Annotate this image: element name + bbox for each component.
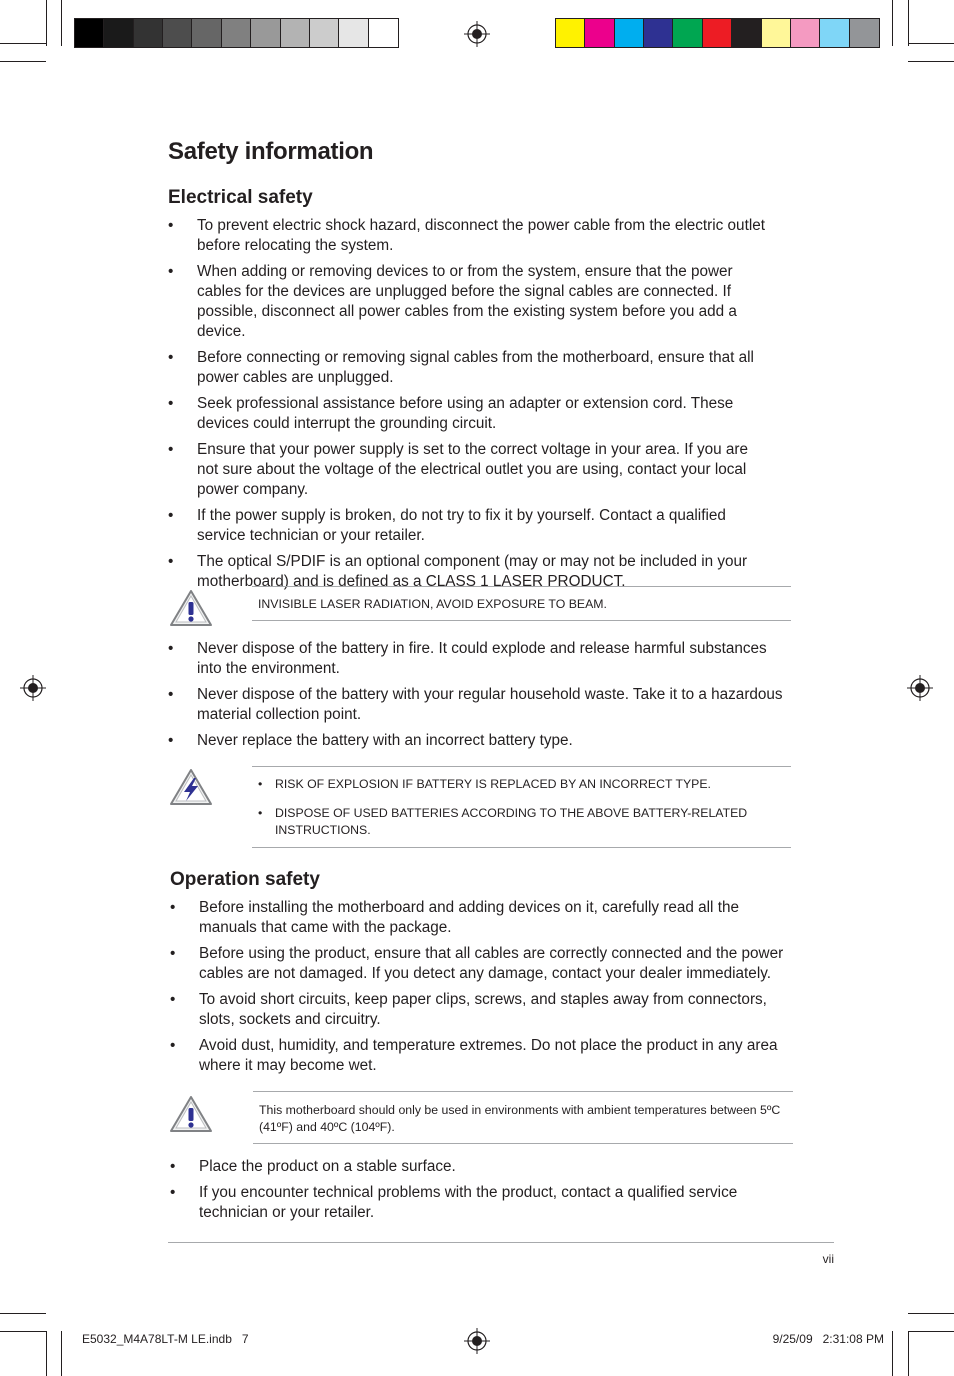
bullet: •: [168, 732, 174, 749]
list-item: • Place the product on a stable surface.: [170, 1158, 456, 1175]
bullet: •: [168, 640, 174, 657]
color-swatch: [251, 19, 280, 47]
color-swatch: [644, 19, 673, 47]
final-safety-list: [170, 1157, 795, 1229]
crop-mark: [892, 0, 893, 46]
list-item: • If you encounter technical problems with the product, contact a qualified service technician or your retailer.: [170, 1184, 738, 1221]
file-slug: E5032_M4A78LT-M LE.indb 7: [82, 1332, 249, 1346]
bullet: •: [168, 395, 174, 412]
crop-mark: [908, 43, 954, 44]
bullet: •: [170, 1184, 176, 1201]
list-item: • Never dispose of the battery in fire. It could explode and release harmful substances into the environment.: [168, 640, 767, 677]
grayscale-calibration-bar: [74, 18, 399, 48]
color-swatch: [104, 19, 133, 47]
color-swatch: [310, 19, 339, 47]
registration-mark-icon: [464, 21, 490, 47]
crop-mark: [0, 1331, 46, 1332]
crop-mark: [0, 61, 46, 62]
registration-mark-icon: [464, 1328, 490, 1354]
electrical-safety-heading: Electrical safety: [168, 187, 313, 208]
list-item: • To avoid short circuits, keep paper clips, screws, and staples away from connectors, slots, sockets and circuitry.: [170, 991, 767, 1028]
crop-mark: [46, 1331, 47, 1376]
footer-rule: [168, 1242, 834, 1243]
crop-mark: [892, 1331, 893, 1376]
laser-caution-text: INVISIBLE LASER RADIATION, AVOID EXPOSURE TO BEAM.: [258, 597, 607, 611]
electrical-safety-list: [168, 216, 768, 598]
battery-warning-line: • DISPOSE OF USED BATTERIES ACCORDING TO THE ABOVE BATTERY-RELATED INSTRUCTIONS.: [258, 806, 748, 837]
crop-mark: [0, 1313, 46, 1314]
color-swatch: [281, 19, 310, 47]
page-title: Safety information: [168, 138, 374, 165]
bullet: •: [168, 507, 174, 524]
color-swatch: [615, 19, 644, 47]
color-swatch: [556, 19, 585, 47]
color-swatch: [850, 19, 879, 47]
bullet: •: [258, 806, 263, 820]
color-swatch: [369, 19, 398, 47]
bullet: •: [168, 553, 174, 570]
list-item: • To prevent electric shock hazard, disconnect the power cable from the electric outlet before relocating the system.: [168, 217, 765, 254]
battery-safety-list: [168, 639, 792, 757]
crop-mark: [908, 61, 954, 62]
bullet: •: [170, 991, 176, 1008]
bullet: •: [168, 441, 174, 458]
bullet: •: [168, 686, 174, 703]
electrical-warning-icon: [168, 766, 214, 808]
crop-mark: [46, 0, 47, 46]
color-calibration-bar: [555, 18, 880, 48]
operation-safety-heading: Operation safety: [170, 869, 320, 890]
color-swatch: [339, 19, 368, 47]
color-swatch: [820, 19, 849, 47]
color-swatch: [791, 19, 820, 47]
list-item: • When adding or removing devices to or from the system, ensure that the power cables for the devices are unplugged before the signal cables are connected. If possible, disconnect all power cables from the existing system before you add a device.: [168, 263, 737, 340]
bullet: •: [258, 777, 263, 791]
list-item: • Seek professional assistance before using an adapter or extension cord. These devices could interrupt the grounding circuit.: [168, 395, 734, 432]
color-swatch: [222, 19, 251, 47]
bullet: •: [170, 945, 176, 962]
color-swatch: [732, 19, 761, 47]
list-item: • Avoid dust, humidity, and temperature extremes. Do not place the product in any area where it may become wet.: [170, 1037, 778, 1074]
color-swatch: [673, 19, 702, 47]
list-item: • Never dispose of the battery with your regular household waste. Take it to a hazardous material collection point.: [168, 686, 783, 723]
color-swatch: [762, 19, 791, 47]
color-swatch: [585, 19, 614, 47]
crop-mark: [0, 43, 46, 44]
crop-mark: [908, 1331, 954, 1332]
color-swatch: [75, 19, 104, 47]
bullet: •: [170, 899, 176, 916]
list-item: • The optical S/PDIF is an optional component (may or may not be included in your motherboard) and is defined as a CLASS 1 LASER PRODUCT.: [168, 553, 748, 590]
list-item: • Never replace the battery with an incorrect battery type.: [168, 732, 573, 749]
bullet: •: [168, 263, 174, 280]
bullet: •: [170, 1158, 176, 1175]
page-number: vii: [822, 1252, 834, 1266]
crop-mark: [61, 0, 62, 46]
color-swatch: [163, 19, 192, 47]
registration-mark-icon: [907, 675, 933, 701]
crop-mark: [61, 1331, 62, 1376]
bullet: •: [168, 349, 174, 366]
caution-triangle-icon: [168, 1093, 214, 1135]
temperature-caution-text: This motherboard should only be used in environments with ambient temperatures between 5ºC (41ºF) and 40ºC (104ºF).: [259, 1103, 781, 1134]
list-item: • If the power supply is broken, do not try to fix it by yourself. Contact a qualified service technician or your retailer.: [168, 507, 726, 544]
list-item: • Before using the product, ensure that all cables are correctly connected and the power cables are not damaged. If you detect any damage, contact your dealer immediately.: [170, 945, 784, 982]
print-timestamp: 9/25/09 2:31:08 PM: [772, 1332, 884, 1346]
color-swatch: [192, 19, 221, 47]
operation-safety-list: [170, 898, 795, 1082]
crop-mark: [908, 0, 909, 46]
list-item: • Ensure that your power supply is set to the correct voltage in your area. If you are not sure about the voltage of the electrical outlet you are using, contact your local power company.: [168, 441, 748, 498]
caution-triangle-icon: [168, 587, 214, 629]
bullet: •: [170, 1037, 176, 1054]
crop-mark: [908, 1313, 954, 1314]
bullet: •: [168, 217, 174, 234]
color-swatch: [134, 19, 163, 47]
list-item: • Before installing the motherboard and adding devices on it, carefully read all the manuals that came with the package.: [170, 899, 739, 936]
crop-mark: [908, 1331, 909, 1376]
registration-mark-icon: [20, 675, 46, 701]
battery-warning-line: • RISK OF EXPLOSION IF BATTERY IS REPLACED BY AN INCORRECT TYPE.: [258, 777, 711, 791]
list-item: • Before connecting or removing signal cables from the motherboard, ensure that all power cables are unplugged.: [168, 349, 754, 386]
color-swatch: [703, 19, 732, 47]
